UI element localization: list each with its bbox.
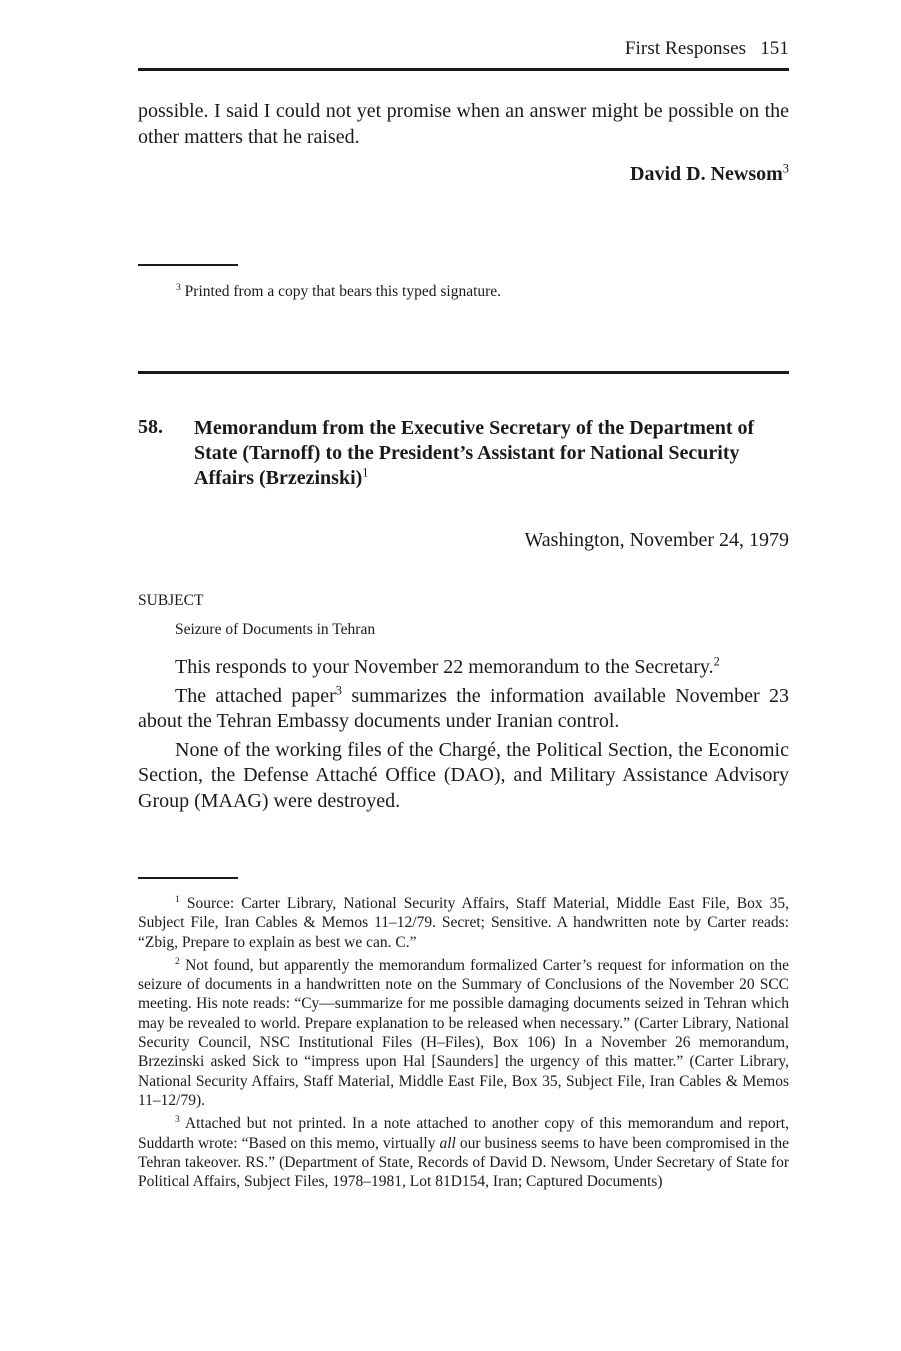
footnote-italic: all — [439, 1134, 456, 1152]
footnote-text: Source: Carter Library, National Security Affairs, Staff Material, Middle East File, Box 35, Subject File, Iran Cables & Memos 11–12/79. Secret; Sensitive. A handwritten note by Carter reads: “Zbig, Prepare to explain as best we can. C.” — [138, 895, 790, 951]
footnote-marker: 1 — [175, 893, 180, 905]
footnote-rule — [138, 877, 238, 879]
running-head — [625, 38, 789, 60]
footnote-text: our business seems to have been compromised in the Tehran takeover. RS.” (Department of State, Records of David D. Newsom, Under Secretary of State for Political Affairs, Subject Files, 1978–1981, Lot 81D154, Iran; Captured Documents) — [138, 1134, 789, 1191]
footnotes — [138, 894, 789, 1195]
body-paragraph — [138, 655, 789, 681]
paragraph-text: None of the working files of the Chargé, the Political Section, the Economic Section, the Defense Attaché Office (DAO), and Military Assistance Advisory Group (MAAG) were destroyed. — [138, 738, 789, 812]
subject-label: SUBJECT — [138, 592, 204, 609]
body-paragraph — [138, 738, 789, 815]
footnote-rule — [138, 264, 238, 266]
running-title: First Responses — [624, 38, 747, 59]
paragraph-text: The attached paper — [175, 684, 336, 707]
page-number: 151 — [760, 38, 789, 59]
footnote-ref: 2 — [713, 654, 720, 669]
body-paragraph — [138, 684, 789, 735]
footnote-marker: 3 — [176, 281, 181, 293]
paragraph-text: This responds to your November 22 memorandum to the Secretary. — [175, 656, 714, 678]
signature-name: David D. Newsom — [630, 163, 783, 185]
document-body — [138, 655, 789, 817]
footnote-1 — [138, 894, 789, 952]
header-rule — [138, 68, 789, 71]
footnote-prev — [176, 283, 501, 301]
continuation-paragraph: possible. I said I could not yet promise when an answer might be possible on the other matters that he raised. — [138, 100, 789, 148]
footnote-ref: 3 — [782, 161, 789, 176]
footnote-ref: 1 — [362, 465, 369, 480]
dateline: Washington, November 24, 1979 — [524, 529, 789, 551]
section-rule — [138, 371, 789, 374]
document-title-text: Memorandum from the Executive Secretary of the Department of State (Tarnoff) to the President’s Assistant for National Security Affairs (Brzezinski) — [194, 417, 755, 489]
signature — [630, 163, 789, 186]
document-number: 58. — [138, 416, 163, 438]
subject-text: Seizure of Documents in Tehran — [175, 621, 376, 638]
footnote-marker: 2 — [175, 955, 180, 967]
footnote-text: Attached but not printed. In a note attached to another copy of this memorandum and report, Suddarth wrote: “Based on this memo, virtually — [138, 1115, 789, 1152]
paragraph-text: summarizes the information available November 23 about the Tehran Embassy documents under Iranian control. — [138, 684, 789, 732]
document-title — [194, 416, 789, 491]
footnote-3 — [138, 1114, 789, 1191]
footnote-marker: 3 — [175, 1114, 180, 1126]
footnote-2 — [138, 956, 789, 1110]
footnote-text: Not found, but apparently the memorandum formalized Carter’s request for information on the seizure of documents in a handwritten note on the Summary of Conclusions of the November 20 SCC meeting. His note reads: “Cy—summarize for me possible damaging documents seized in Tehran which may be revealed to world. Prepare explanation to be released when necessary.” (Carter Library, National Security Council, NSC Institutional Files (H–Files), Box 106) In a November 26 memorandum, Brzezinski asked Sick to “impress upon Hal [Saunders] the urgency of this matter.” (Carter Library, National Security Affairs, Staff Material, Middle East File, Box 35, Subject File, Iran Cables & Memos 11–12/79). — [138, 956, 789, 1109]
footnote-ref: 3 — [335, 682, 342, 697]
footnote-text: Printed from a copy that bears this typed signature. — [184, 283, 502, 300]
